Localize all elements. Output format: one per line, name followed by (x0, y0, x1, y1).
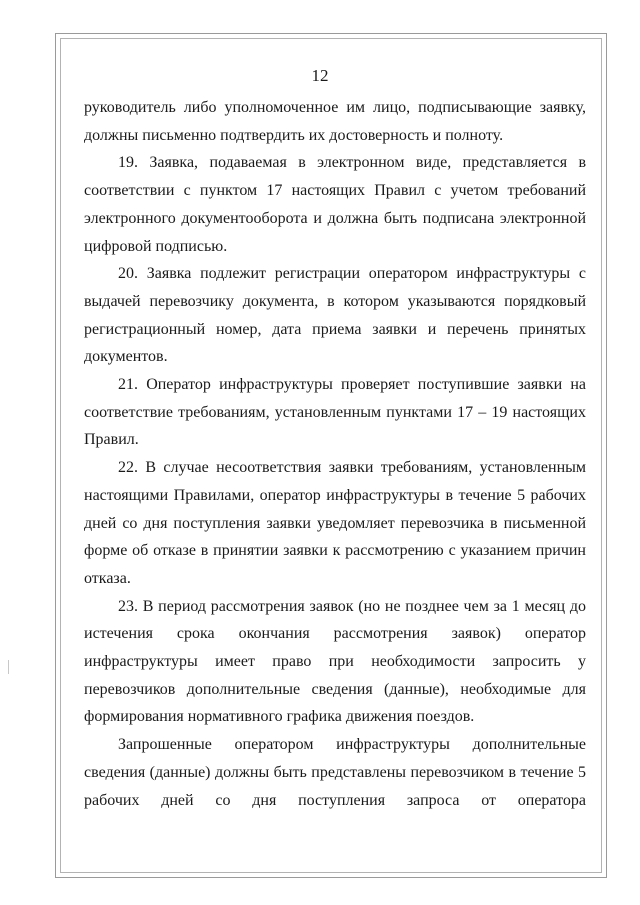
page-number: 12 (311, 66, 329, 85)
paragraph-19: 19. Заявка, подаваемая в электронном виде, представляется в соответствии с пунктом 17 настоящих Правил с учетом требований электронного документооборота и должна быть подписана электронной цифровой подписью. (84, 154, 586, 255)
paragraph-23: 23. В период рассмотрения заявок (но не позднее чем за 1 месяц до истечения срока окончания рассмотрения заявок) оператор инфраструктуры имеет право при необходимости запросить у перевозчиков дополнительные сведения (данные), необходимые для формирования нормативного графика движения поездов. (84, 597, 586, 726)
document-body (84, 94, 586, 814)
paragraph-23-continuation: Запрошенные оператором инфраструктуры дополнительные сведения (данные) должны быть представлены перевозчиком в течение 5 рабочих дней со дня поступления запроса от оператора (84, 736, 586, 809)
paragraph-20: 20. Заявка подлежит регистрации оператором инфраструктуры с выдачей перевозчику документа, в котором указываются порядковый регистрационный номер, дата приема заявки и перечень принятых документов. (84, 265, 586, 366)
paragraph-22: 22. В случае несоответствия заявки требованиям, установленным настоящими Правилами, оператор инфраструктуры в течение 5 рабочих дней со дня поступления заявки уведомляет перевозчика в письменной форме об отказе в принятии заявки к рассмотрению с указанием причин отказа. (84, 459, 586, 587)
scan-artifact (8, 660, 9, 674)
paragraph-21: 21. Оператор инфраструктуры проверяет поступившие заявки на соответствие требованиям, установленным пунктами 17 – 19 настоящих Правил. (84, 376, 586, 449)
paragraph-continuation: руководитель либо уполномоченное им лицо, подписывающие заявку, должны письменно подтвердить их достоверность и полноту. (84, 99, 586, 144)
